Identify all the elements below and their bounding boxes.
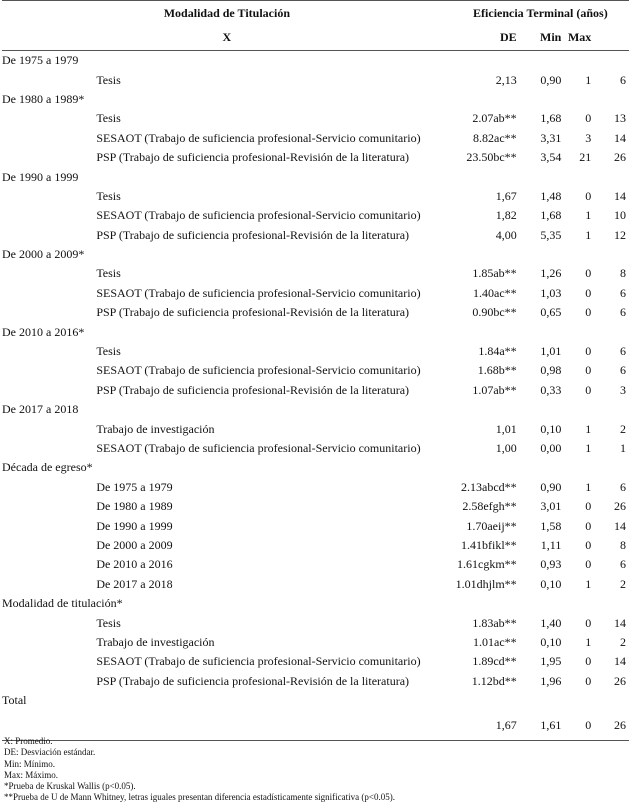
- table-row: [2, 555, 629, 574]
- row-x: 1.07ab**: [472, 382, 517, 397]
- row-de: 1,11: [540, 537, 562, 552]
- table-row: [2, 70, 629, 89]
- row-de: 3,01: [540, 499, 562, 514]
- row-name: De 2010 a 2016: [96, 557, 173, 572]
- row-min: 1: [585, 227, 592, 242]
- group-label: De 1990 a 1999: [2, 169, 79, 184]
- row-max: 14: [614, 654, 626, 669]
- row-min: 0: [585, 188, 592, 203]
- indent-cell: [2, 575, 96, 594]
- row-max: 6: [620, 363, 626, 378]
- row-de: 0,93: [540, 557, 562, 572]
- row-name: PSP (Trabajo de suficiencia profesional-Revisión de la literatura): [96, 305, 410, 320]
- row-max: 6: [620, 285, 626, 300]
- note-line: Max: Máximo.: [4, 769, 58, 780]
- row-x: 1.01dhjlm**: [455, 576, 517, 591]
- row-min: 0: [585, 344, 592, 359]
- row-name: Tesis: [96, 615, 121, 630]
- table-row: [2, 478, 629, 497]
- row-de: 1,68: [540, 111, 562, 126]
- row-name: De 1975 a 1979: [96, 479, 173, 494]
- row-min: 1: [585, 576, 592, 591]
- row-x: 1.40ac**: [473, 285, 517, 300]
- table-row: [2, 303, 629, 322]
- row-min: 0: [585, 285, 592, 300]
- table-row: [2, 497, 629, 516]
- total-x: 1,67: [452, 710, 517, 741]
- row-max: 6: [620, 557, 626, 572]
- row-name: SESAOT (Trabajo de suficiencia profesional-Servicio comunitario): [96, 208, 421, 223]
- total-max: 26: [591, 710, 629, 741]
- row-max: 6: [620, 72, 626, 87]
- row-de: 0,90: [540, 72, 562, 87]
- indent-cell: [2, 342, 96, 361]
- note-line: DE: Desviación estándar.: [4, 747, 96, 758]
- row-max: 26: [614, 150, 626, 165]
- row-max: 8: [620, 266, 626, 281]
- note-line: **Prueba de U de Mann Whitney, letras iguales presentan diferencia estadísticamente significativa (p<0.05).: [4, 792, 395, 803]
- row-min: 0: [585, 654, 592, 669]
- row-de: 1,95: [540, 654, 562, 669]
- row-de: 1,96: [540, 673, 562, 688]
- row-max: 14: [614, 518, 626, 533]
- table-row: [2, 575, 629, 594]
- row-min: 1: [585, 72, 592, 87]
- indent-cell: [2, 555, 96, 574]
- table-row: [2, 633, 629, 652]
- row-de: 0,10: [540, 576, 562, 591]
- row-name: De 1980 a 1989: [96, 499, 173, 514]
- table-row: [2, 187, 629, 206]
- row-max: 8: [620, 537, 626, 552]
- indent-cell: [2, 419, 96, 438]
- note-line: X: Promedio.: [4, 736, 53, 746]
- table-row: [2, 226, 629, 245]
- table-row: [2, 129, 629, 148]
- row-name: SESAOT (Trabajo de suficiencia profesional-Servicio comunitario): [96, 130, 421, 145]
- row-x: 1.68b**: [477, 363, 517, 378]
- row-min: 0: [585, 111, 592, 126]
- group-row: [2, 90, 629, 109]
- row-max: 2: [620, 421, 626, 436]
- row-x: 1.85ab**: [472, 266, 517, 281]
- indent-cell: [2, 497, 96, 516]
- row-max: 2: [620, 576, 626, 591]
- row-de: 1,03: [540, 285, 562, 300]
- row-name: Tesis: [96, 72, 121, 87]
- table-row: [2, 284, 629, 303]
- row-max: 26: [614, 673, 626, 688]
- table-row: [2, 264, 629, 283]
- row-max: 26: [614, 499, 626, 514]
- table-row: [2, 516, 629, 535]
- row-x: 2.58efgh**: [462, 499, 517, 514]
- row-de: 1,01: [540, 344, 562, 359]
- row-min: 0: [585, 537, 592, 552]
- group-label: Modalidad de titulación*: [2, 596, 123, 611]
- row-de: 0,10: [540, 421, 562, 436]
- row-max: 10: [614, 208, 626, 223]
- header-modalidad: Modalidad de Titulación: [2, 1, 452, 26]
- row-de: 3,54: [540, 150, 562, 165]
- row-max: 14: [614, 130, 626, 145]
- row-name: SESAOT (Trabajo de suficiencia profesional-Servicio comunitario): [96, 363, 421, 378]
- row-x: 8.82ac**: [473, 130, 517, 145]
- group-row: [2, 245, 629, 264]
- row-de: 1,40: [540, 615, 562, 630]
- row-max: 2: [620, 634, 626, 649]
- table-row: [2, 342, 629, 361]
- table-body: [2, 51, 629, 741]
- indent-cell: [2, 381, 96, 400]
- row-name: Trabajo de investigación: [96, 634, 215, 649]
- row-x: 1,82: [495, 208, 517, 223]
- indent-cell: [2, 284, 96, 303]
- row-name: SESAOT (Trabajo de suficiencia profesional-Servicio comunitario): [96, 441, 421, 455]
- row-x: 1.61cgkm**: [457, 557, 517, 572]
- note-line: Min: Mínimo.: [4, 758, 56, 769]
- row-min: 0: [585, 499, 592, 514]
- row-name: SESAOT (Trabajo de suficiencia profesional-Servicio comunitario): [96, 285, 421, 300]
- group-label: Década de egreso*: [2, 460, 93, 475]
- header-eficiencia: Eficiencia Terminal (años): [452, 1, 629, 26]
- row-name: PSP (Trabajo de suficiencia profesional-Revisión de la literatura): [96, 673, 410, 688]
- row-max: 14: [614, 615, 626, 630]
- row-min: 3: [585, 130, 592, 145]
- row-name: Tesis: [96, 344, 121, 359]
- row-x: 23.50bc**: [466, 150, 517, 165]
- row-de: 5,35: [540, 227, 562, 242]
- row-x: 1.01ac**: [473, 634, 517, 649]
- indent-cell: [2, 633, 96, 652]
- row-min: 0: [585, 363, 592, 378]
- indent-cell: [2, 129, 96, 148]
- row-max: 6: [620, 305, 626, 320]
- row-max: 12: [614, 227, 626, 242]
- row-de: 0,00: [540, 441, 562, 455]
- row-min: 1: [585, 441, 592, 455]
- note-line: *Prueba de Kruskal Wallis (p<0.05).: [4, 781, 136, 792]
- row-max: 6: [620, 344, 626, 359]
- indent-cell: [2, 148, 96, 167]
- indent-cell: [2, 516, 96, 535]
- group-row: [2, 458, 629, 477]
- header-spacer: [591, 25, 629, 51]
- row-x: 1,00: [495, 441, 517, 455]
- row-min: 21: [579, 150, 592, 165]
- table-row: [2, 419, 629, 438]
- row-name: De 2017 a 2018: [96, 576, 173, 591]
- row-max: 1: [620, 441, 626, 455]
- row-min: 0: [585, 615, 592, 630]
- row-min: 1: [585, 421, 592, 436]
- row-min: 0: [585, 557, 592, 572]
- table-row: [2, 361, 629, 380]
- group-row: [2, 322, 629, 341]
- indent-cell: [2, 672, 96, 691]
- row-min: 0: [585, 305, 592, 320]
- row-x: 1.83ab**: [472, 615, 517, 630]
- row-max: 6: [620, 479, 626, 494]
- row-min: 0: [585, 518, 592, 533]
- results-table: [2, 0, 629, 741]
- indent-cell: [2, 303, 96, 322]
- row-min: 1: [585, 208, 592, 223]
- row-min: 0: [585, 673, 592, 688]
- row-x: 1,01: [495, 421, 517, 436]
- row-name: PSP (Trabajo de suficiencia profesional-Revisión de la literatura): [96, 382, 410, 397]
- indent-cell: [2, 536, 96, 555]
- group-label: De 1975 a 1979: [2, 53, 79, 68]
- total-label: Total: [2, 693, 27, 708]
- row-x: 1.70aeij**: [466, 518, 517, 533]
- row-de: 1,48: [540, 188, 562, 203]
- total-label-row: [2, 691, 629, 710]
- row-de: 1,26: [540, 266, 562, 281]
- indent-cell: [2, 439, 96, 458]
- table-row: [2, 536, 629, 555]
- row-name: PSP (Trabajo de suficiencia profesional-Revisión de la literatura): [96, 150, 410, 165]
- indent-cell: [2, 206, 96, 225]
- row-de: 3,31: [540, 130, 562, 145]
- row-name: SESAOT (Trabajo de suficiencia profesional-Servicio comunitario): [96, 654, 421, 669]
- row-min: 1: [585, 634, 592, 649]
- row-de: 0,90: [540, 479, 562, 494]
- row-name: De 2000 a 2009: [96, 537, 173, 552]
- row-x: 2.13abcd**: [461, 479, 517, 494]
- header-min: Min: [517, 25, 562, 51]
- row-de: 0,65: [540, 305, 562, 320]
- group-row: [2, 400, 629, 419]
- table-row: [2, 206, 629, 225]
- indent-cell: [2, 109, 96, 128]
- row-name: Tesis: [96, 188, 121, 203]
- header-de: DE: [452, 25, 517, 51]
- row-x: 1.12bd**: [471, 673, 517, 688]
- row-de: 1,58: [540, 518, 562, 533]
- indent-cell: [2, 187, 96, 206]
- table-row: [2, 613, 629, 632]
- group-label: De 1980 a 1989*: [2, 91, 85, 106]
- row-x: 2.07ab**: [472, 111, 517, 126]
- table-notes: [4, 736, 395, 804]
- table-row: [2, 109, 629, 128]
- row-de: 0,10: [540, 634, 562, 649]
- table-row: [2, 672, 629, 691]
- row-max: 3: [620, 382, 626, 397]
- row-x: 4,00: [495, 227, 517, 242]
- row-x: 2,13: [495, 72, 517, 87]
- group-label: De 2010 a 2016*: [2, 324, 85, 339]
- row-name: PSP (Trabajo de suficiencia profesional-Revisión de la literatura): [96, 227, 410, 242]
- row-x: 1.41bfikl**: [461, 537, 517, 552]
- row-de: 0,98: [540, 363, 562, 378]
- row-name: Tesis: [96, 111, 121, 126]
- row-min: 0: [585, 266, 592, 281]
- total-min: 0: [561, 710, 591, 741]
- row-x: 1.84a**: [478, 344, 517, 359]
- indent-cell: [2, 613, 96, 632]
- table-row: [2, 439, 629, 458]
- row-min: 1: [585, 479, 592, 494]
- group-row: [2, 51, 629, 71]
- table-row: [2, 381, 629, 400]
- indent-cell: [2, 226, 96, 245]
- row-max: 13: [614, 111, 626, 126]
- indent-cell: [2, 478, 96, 497]
- group-label: De 2017 a 2018: [2, 402, 79, 417]
- header-max: Max: [561, 25, 591, 51]
- table-row: [2, 652, 629, 671]
- row-de: 1,68: [540, 208, 562, 223]
- row-max: 14: [614, 188, 626, 203]
- header-x: X: [2, 25, 452, 51]
- indent-cell: [2, 652, 96, 671]
- row-de: 0,33: [540, 382, 562, 397]
- group-row: [2, 167, 629, 186]
- indent-cell: [2, 70, 96, 89]
- table-row: [2, 148, 629, 167]
- total-de: 1,61: [517, 710, 562, 741]
- row-name: De 1990 a 1999: [96, 518, 173, 533]
- indent-cell: [2, 361, 96, 380]
- row-x: 1.89cd**: [472, 654, 517, 669]
- row-name: Tesis: [96, 266, 121, 281]
- row-x: 1,67: [495, 188, 517, 203]
- group-label: De 2000 a 2009*: [2, 247, 85, 262]
- row-x: 0.90bc**: [472, 305, 517, 320]
- group-row: [2, 594, 629, 613]
- row-name: Trabajo de investigación: [96, 421, 215, 436]
- indent-cell: [2, 264, 96, 283]
- row-min: 0: [585, 382, 592, 397]
